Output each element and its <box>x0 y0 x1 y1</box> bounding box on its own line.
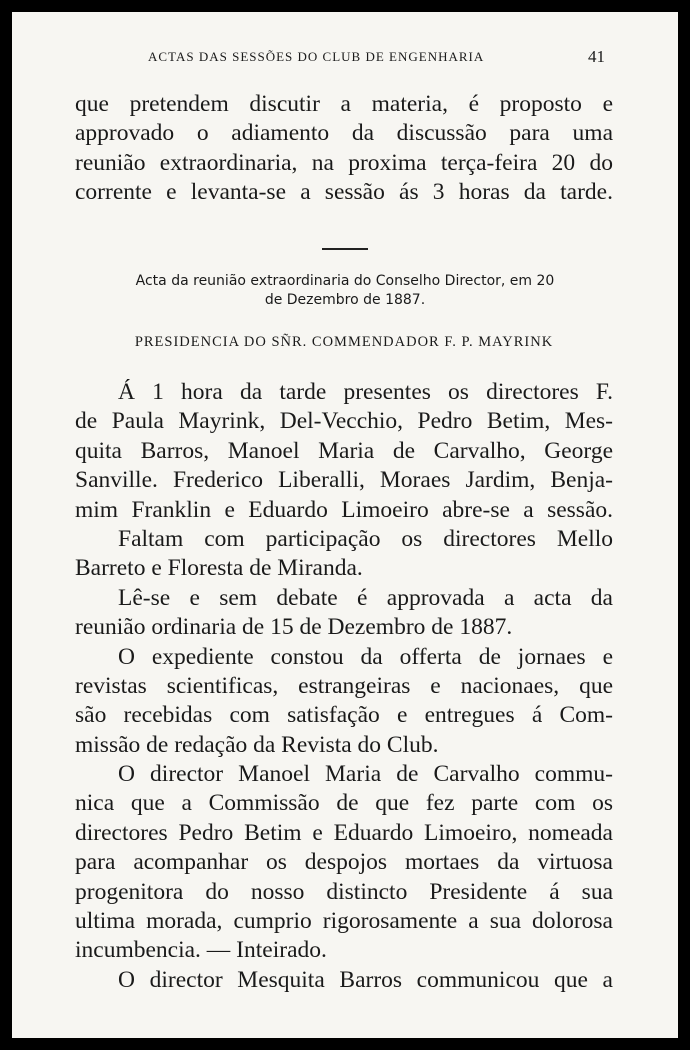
text-line: directores Pedro Betim e Eduardo Limoeiro, nomeada <box>75 819 613 846</box>
text-line: são recebidas com satisfação e entregues á Com- <box>75 702 613 729</box>
text-line: O director Mesquita Barros communicou que a <box>118 966 613 993</box>
text-line: Á 1 hora da tarde presentes os directores F. <box>118 379 613 405</box>
running-head <box>12 47 678 67</box>
text-line: ultima morada, cumprio rigorosamente a sua dolorosa <box>75 908 613 935</box>
text-line: corrente e levanta-se a sessão ás 3 horas da tarde. <box>75 179 613 206</box>
text-line: para acompanhar os despojos mortaes da virtuosa <box>75 849 613 876</box>
text-line: reunião ordinaria de 15 de Dezembro de 1887. <box>75 614 513 641</box>
presidency-line: PRESIDENCIA DO SÑR. COMMENDADOR F. P. MAYRINK <box>134 334 554 350</box>
text-line: O expediente constou da offerta de jornaes e <box>118 643 613 670</box>
book-page <box>12 12 678 1038</box>
text-line: que pretendem discutir a materia, é proposto e <box>75 91 613 117</box>
text-line: nica que a Commissão de que fez parte com os <box>75 790 613 817</box>
minutes-heading-line: Acta da reunião extraordinaria do Conselho Director, em 20 <box>135 273 555 289</box>
text-line: mim Franklin e Eduardo Limoeiro abre-se a sessão. <box>75 496 613 523</box>
text-line: Lê-se e sem debate é approvada a acta da <box>118 584 613 611</box>
text-line: Sanville. Frederico Liberalli, Moraes Jardim, Benja- <box>75 467 613 494</box>
continued-paragraph <box>75 90 613 208</box>
section-divider <box>322 248 368 250</box>
minutes-heading <box>72 272 618 310</box>
minutes-heading-line: de Dezembro de 1887. <box>264 292 426 308</box>
text-line: missão de redação da Revista do Club. <box>75 731 439 758</box>
text-line: quita Barros, Manoel Maria de Carvalho, George <box>75 437 613 464</box>
text-line: Barreto e Floresta de Miranda. <box>75 555 363 582</box>
text-line: revistas scientificas, estrangeiras e nacionaes, que <box>75 672 613 699</box>
text-line: Faltam com participação os directores Mello <box>118 525 613 552</box>
running-title: ACTAS DAS SESSÕES DO CLUB DE ENGENHARIA <box>148 49 485 64</box>
text-line: de Paula Mayrink, Del-Vecchio, Pedro Betim, Mes- <box>75 408 613 435</box>
minutes-body <box>75 378 613 995</box>
page-number: 41 <box>588 47 605 66</box>
text-line: incumbencia. — Inteirado. <box>75 937 327 964</box>
text-line: progenitora do nosso distincto Presidente á sua <box>75 878 613 905</box>
text-line: O director Manoel Maria de Carvalho commu- <box>118 761 613 788</box>
text-line: reunião extraordinaria, na proxima terça-feira 20 do <box>75 149 613 176</box>
text-line: approvado o adiamento da discussão para uma <box>75 120 613 147</box>
